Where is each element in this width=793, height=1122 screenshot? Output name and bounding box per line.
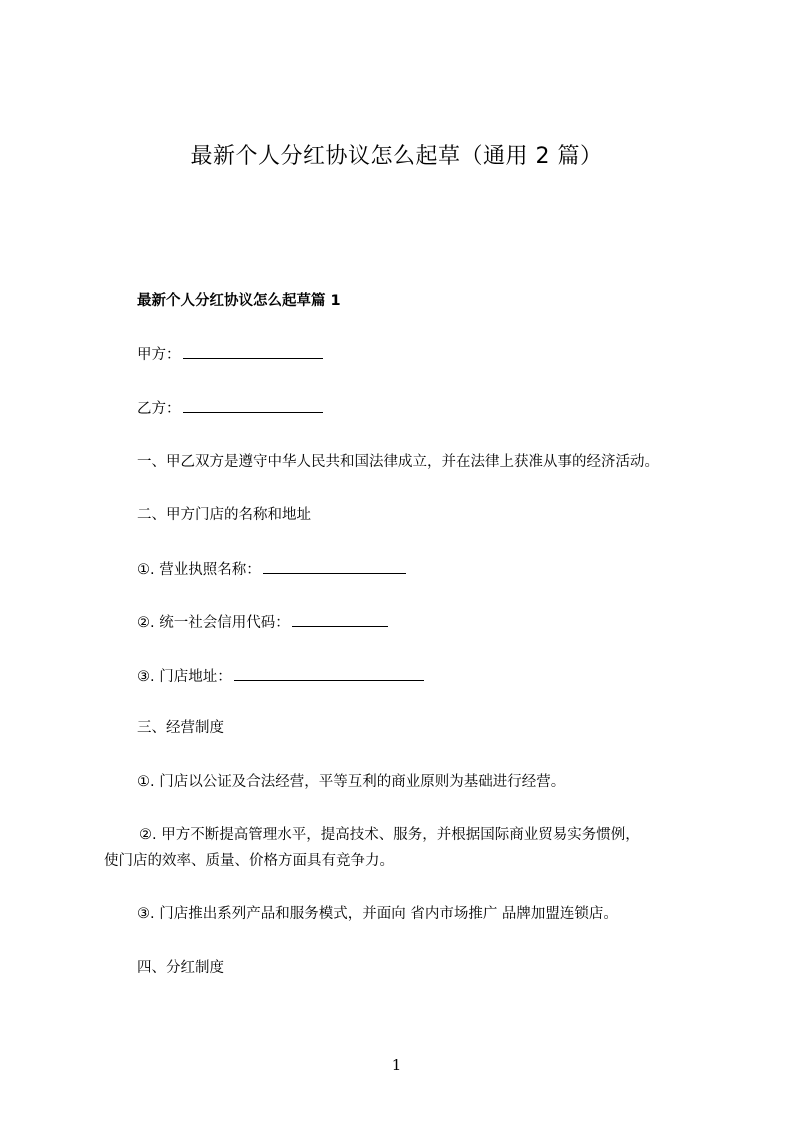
clause-1: 一、甲乙双方是遵守中华人民共和国法律成立，并在法律上获准从事的经济活动。 [137,454,659,470]
operation-item-2-line-2: 使门店的效率、质量、价格方面具有竞争力。 [104,853,394,869]
credit-code-blank [292,612,388,627]
party-b-line [137,398,323,419]
party-a-blank [183,344,323,359]
operation-item-2-line-1: ②. 甲方不断提高管理水平，提高技术、服务，并根据国际商业贸易实务惯例， [139,827,640,843]
license-name-line [137,559,406,580]
document-title: 最新个人分红协议怎么起草（通用 2 篇） [190,144,603,169]
clause-4-heading: 四、分红制度 [137,960,224,976]
section-heading: 最新个人分红协议怎么起草篇 1 [137,293,341,309]
store-address-label: ③. 门店地址： [137,669,232,685]
clause-3-heading: 三、经营制度 [137,720,224,736]
credit-code-label: ②. 统一社会信用代码： [137,615,290,631]
license-name-label: ①. 营业执照名称： [137,562,261,578]
party-b-blank [183,398,323,413]
operation-item-3: ③. 门店推出系列产品和服务模式，并面向 省内市场推广 品牌加盟连锁店。 [137,906,618,922]
license-name-blank [263,559,406,574]
page-number: 1 [391,1056,402,1074]
party-a-line [137,344,323,365]
store-address-blank [234,666,424,681]
store-address-line [137,666,424,687]
operation-item-1: ①. 门店以公证及合法经营，平等互利的商业原则为基础进行经营。 [137,774,566,790]
party-b-label: 乙方： [137,401,181,417]
clause-2-heading: 二、甲方门店的名称和地址 [137,507,311,523]
party-a-label: 甲方： [137,347,181,363]
credit-code-line [137,612,388,633]
operation-item-2 [104,822,724,874]
